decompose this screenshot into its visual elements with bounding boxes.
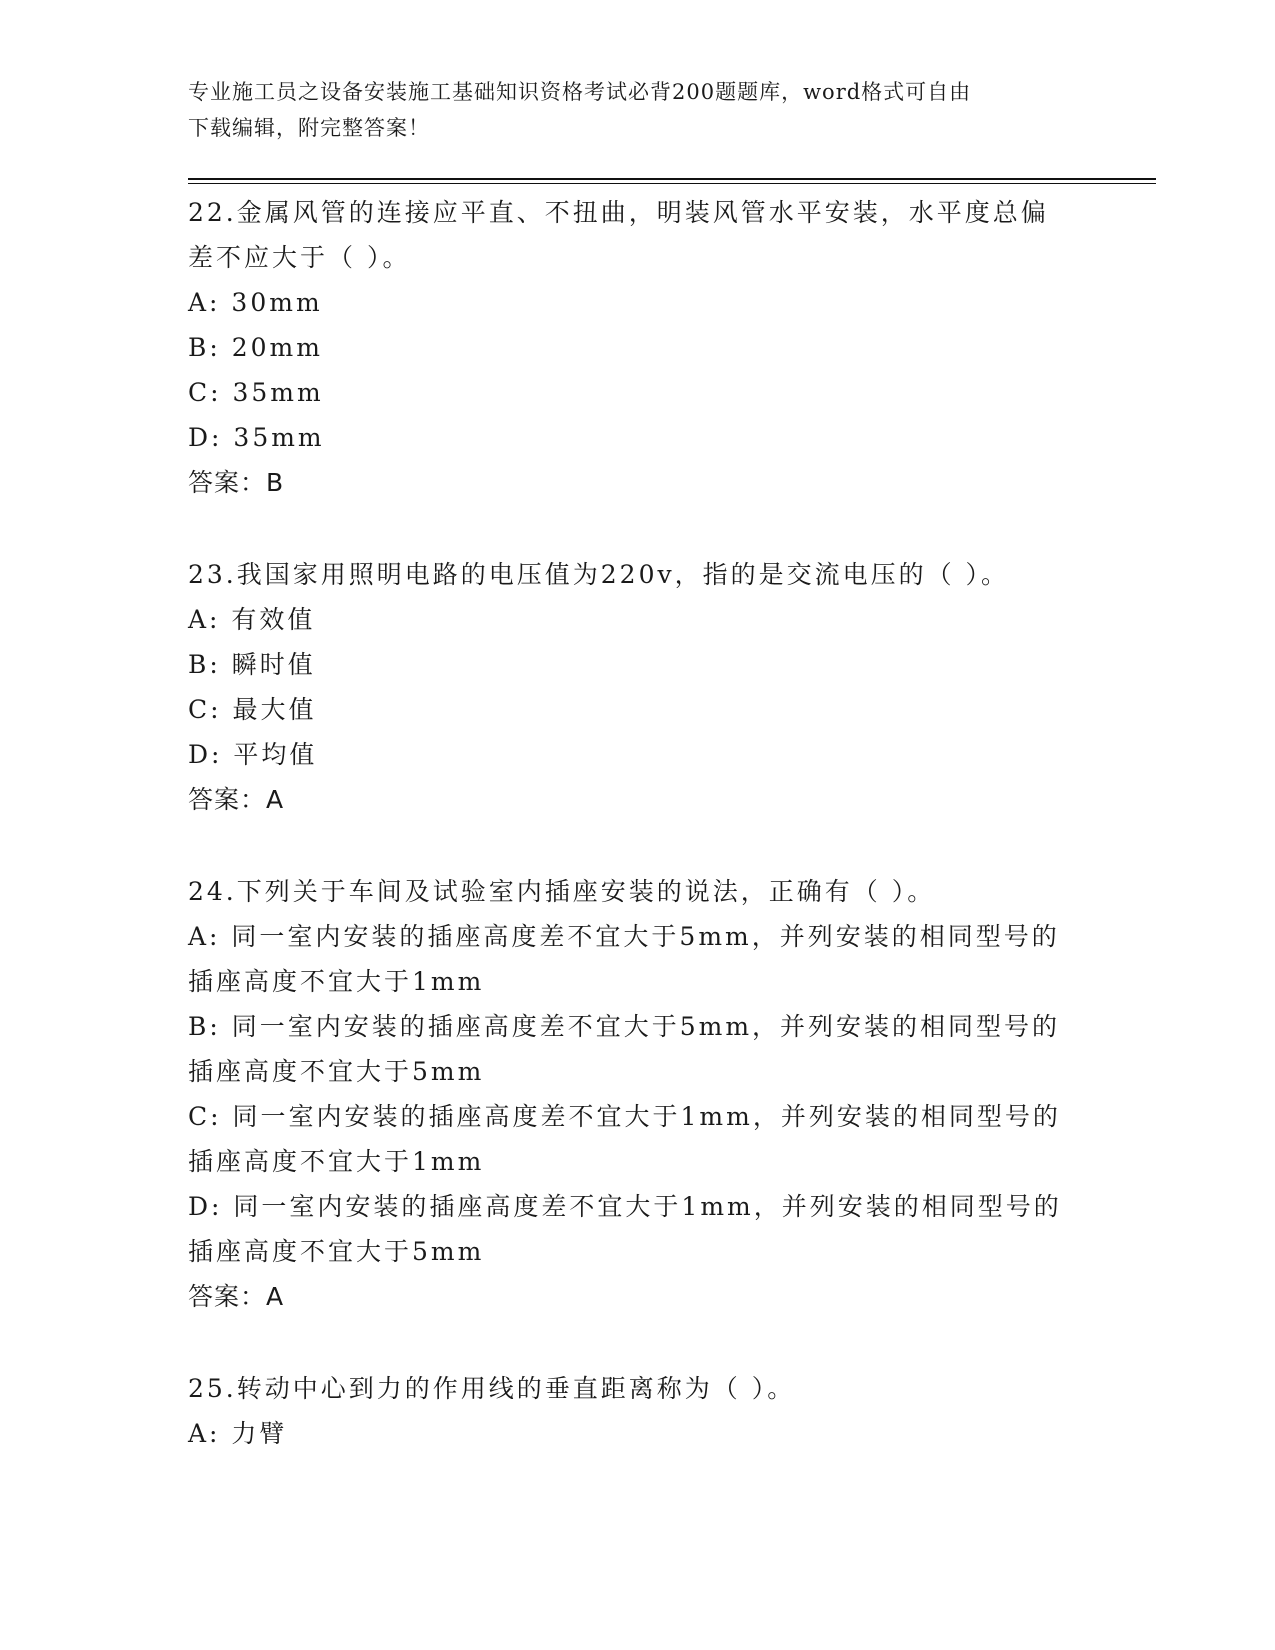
header-divider-thick [188, 178, 1156, 180]
question-spacer [188, 505, 1088, 552]
document-header [188, 74, 1088, 146]
option-a: A: 力臂 [188, 1419, 288, 1448]
answer-line: 答案：B [188, 468, 285, 497]
question-stem-continued: 差不应大于（ ）。 [188, 243, 411, 272]
question-stem: 23.我国家用照明电路的电压值为220v，指的是交流电压的（ ）。 [188, 560, 1010, 589]
answer-line: 答案：A [188, 1282, 285, 1311]
question-stem: 24.下列关于车间及试验室内插座安装的说法，正确有（ ）。 [188, 877, 936, 906]
question-22 [188, 190, 1088, 505]
option-a: A: 有效值 [188, 605, 316, 634]
option-c: C: 35mm [188, 378, 324, 407]
option-c: C: 最大值 [188, 695, 317, 724]
option-c-continued: 插座高度不宜大于1mm [188, 1147, 485, 1176]
question-24 [188, 869, 1088, 1319]
option-d: D: 35mm [188, 423, 325, 452]
option-a: A: 同一室内安装的插座高度差不宜大于5mm，并列安装的相同型号的 [188, 922, 1060, 951]
option-a: A: 30mm [188, 288, 323, 317]
option-d: D: 平均值 [188, 740, 318, 769]
option-b: B: 瞬时值 [188, 650, 316, 679]
header-title-line-1: 专业施工员之设备安装施工基础知识资格考试必背200题题库，word格式可自由 [188, 80, 972, 104]
question-25 [188, 1366, 1088, 1456]
option-d-continued: 插座高度不宜大于5mm [188, 1237, 485, 1266]
question-spacer [188, 822, 1088, 869]
question-list [188, 190, 1088, 1456]
option-b: B: 20mm [188, 333, 323, 362]
option-b: B: 同一室内安装的插座高度差不宜大于5mm，并列安装的相同型号的 [188, 1012, 1061, 1041]
option-b-continued: 插座高度不宜大于5mm [188, 1057, 485, 1086]
question-stem: 25.转动中心到力的作用线的垂直距离称为（ ）。 [188, 1374, 796, 1403]
question-23 [188, 552, 1088, 822]
header-divider-thin [188, 183, 1156, 184]
option-a-continued: 插座高度不宜大于1mm [188, 967, 485, 996]
option-d: D: 同一室内安装的插座高度差不宜大于1mm，并列安装的相同型号的 [188, 1192, 1062, 1221]
question-spacer [188, 1319, 1088, 1366]
header-title-line-2: 下载编辑，附完整答案！ [188, 116, 430, 140]
question-stem: 22.金属风管的连接应平直、不扭曲，明装风管水平安装，水平度总偏 [188, 198, 1049, 227]
option-c: C: 同一室内安装的插座高度差不宜大于1mm，并列安装的相同型号的 [188, 1102, 1061, 1131]
answer-line: 答案：A [188, 785, 285, 814]
